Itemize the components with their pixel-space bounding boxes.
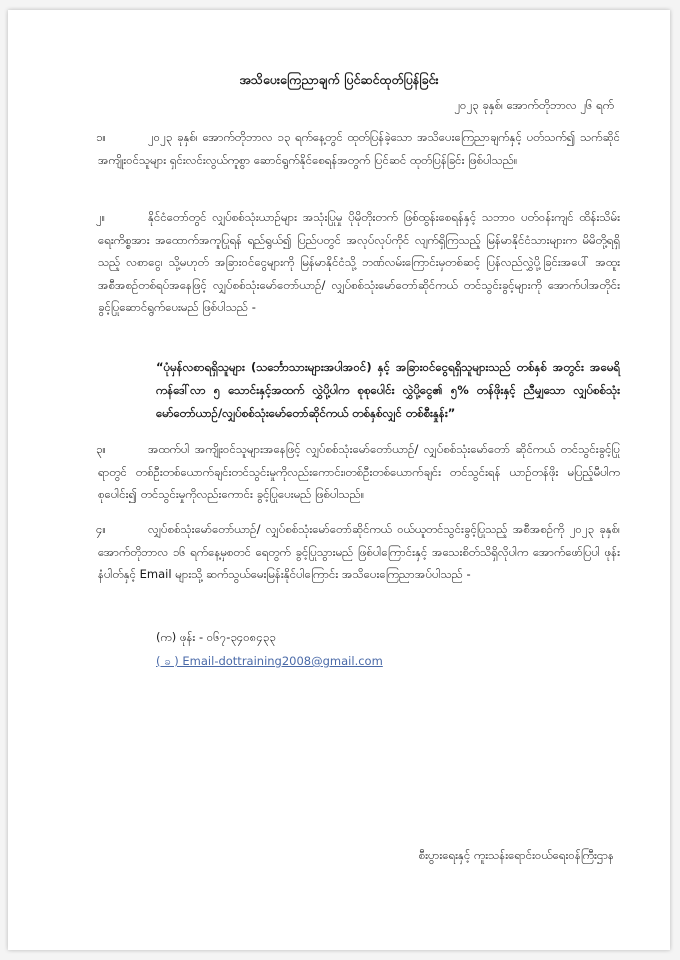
paragraph-number: ၁။: [96, 130, 106, 144]
paragraph-text: အထက်ပါ အကျိုးဝင်သူများအနေဖြင့် လျှပ်စစ်သုံးမော်တော်ယာဉ်/ လျှပ်စစ်သုံးမော်တော် ဆိုင်ကယ် တင်သွင်းခွင့်ပြုရာတွင် တစ်ဦးတစ်ယောက်ချင်းတင်သွင်းမှုကိုလည်းကောင်း၊တစ်ဦးတစ်ယောက်ချင်း တင်သွင်းရန် ယာဉ်တန်ဖိုး မပြည့်မီပါက စုပေါင်း၍ တင်သွင်းမှုကိုလည်းကောင်း ခွင့်ပြုပေးမည် ဖြစ်ပါသည်။: [98, 442, 620, 501]
document-title: အသိပေးကြေညာချက် ပြင်ဆင်ထုတ်ပြန်ခြင်း: [239, 72, 439, 87]
paragraph-1: [98, 126, 620, 171]
paragraph-text: နိုင်ငံတော်တွင် လျှပ်စစ်သုံးယာဉ်များ အသုံးပြုမှု ပိုမိုတိုးတက် ဖြစ်ထွန်းစေရန်နှင့် သဘာဝ ပတ်ဝန်းကျင် ထိန်းသိမ်းရေးကိစ္စအား အထောက်အကူပြုရန် ရည်ရွယ်၍ ပြည်ပတွင် အလုပ်လုပ်ကိုင် လျက်ရှိကြသည့် မြန်မာနိုင်ငံသားများက မိမိတို့ရရှိသည့် လစာငွေ၊ သို့မဟုတ် အခြားဝင်ငွေများကို မြန်မာနိုင်ငံသို့ ဘဏ်လမ်းကြောင်းမှတစ်ဆင့် ပြန်လည်လွှဲပို့ခြင်းအပေါ် အထူးအစီအစဉ်တစ်ရပ်အနေဖြင့် လျှပ်စစ်သုံးမော်တော်ယာဉ်/ လျှပ်စစ်သုံးမော်တော်ဆိုင်ကယ် တင်သွင်းခွင့်များကို အောက်ပါအတိုင်း ခွင့်ပြုဆောင်ရွက်ပေးမည် ဖြစ်ပါသည် -: [98, 210, 620, 314]
document-date: ၂၀၂၃ ခုနှစ်၊ အောက်တိုဘာလ ၂၆ ရက်: [454, 98, 614, 112]
paragraph-text: လျှပ်စစ်သုံးမော်တော်ယာဉ်/ လျှပ်စစ်သုံးမော်တော်ဆိုင်ကယ် ဝယ်ယူတင်သွင်းခွင့်ပြုသည့် အစီအစဉ်ကို ၂၀၂၃ ခုနှစ်၊ အောက်တိုဘာလ ၁၆ ရက်နေ့မှစတင် ရေတွက် ခွင့်ပြုသွားမည် ဖြစ်ပါကြောင်းနှင့် အသေးစိတ်သိရှိလိုပါက အောက်ဖော်ပြပါ ဖုန်းနံပါတ်နှင့် Email များသို့ ဆက်သွယ်မေးမြန်းနိုင်ပါကြောင်း အသိပေးကြေညာအပ်ပါသည် -: [98, 522, 620, 581]
paragraph-4: [98, 518, 620, 586]
issuing-ministry: စီးပွားရေးနှင့် ကူးသန်းရောင်းဝယ်ရေးဝန်ကြီးဌာန: [418, 848, 614, 862]
paragraph-number: ၃။: [96, 442, 106, 456]
paragraph-3: [98, 438, 620, 506]
paragraph-text: ၂၀၂၃ ခုနှစ်၊ အောက်တိုဘာလ ၁၃ ရက်နေ့တွင် ထုတ်ပြန်ခဲ့သော အသိပေးကြေညာချက်နှင့် ပတ်သက်၍ သက်ဆိုင်အကျိုးဝင်သူများ ရှင်းလင်းလွယ်ကူစွာ ဆောင်ရွက်နိုင်စေရန်အတွက် ပြင်ဆင် ထုတ်ပြန်ခြင်း ဖြစ်ပါသည်။: [98, 130, 620, 167]
paragraph-number: ၂။: [96, 210, 106, 224]
paragraph-number: ၄။: [96, 522, 106, 536]
contact-phone: (က) ဖုန်း - ၀၆၇-၃၄၀၈၄၃၃: [156, 630, 276, 644]
paragraph-2: [98, 206, 620, 319]
eligibility-quote: “ပုံမှန်လစာရရှိသူများ (သင်္ဘောသားများအပါအဝင်) နှင့် အခြားဝင်ငွေရရှိသူများသည် တစ်နှစ် အတွင်း အမေရိကန်ဒေါ်လာ ၅ သောင်းနှင့်အထက် လွှဲပို့ပါက စုစုပေါင်း လွှဲပို့ငွေ၏ ၅% တန်ဖိုးနှင့် ညီမျှသော လျှပ်စစ်သုံးမော်တော်ယာဉ်/လျှပ်စစ်သုံးမော်တော်ဆိုင်ကယ် တစ်နှစ်လျှင် တစ်စီးနှုန်း”: [156, 360, 620, 420]
contact-email-link[interactable]: ( ခ ) Email-dottraining2008@gmail.com: [156, 654, 383, 668]
document-page: [8, 10, 670, 950]
